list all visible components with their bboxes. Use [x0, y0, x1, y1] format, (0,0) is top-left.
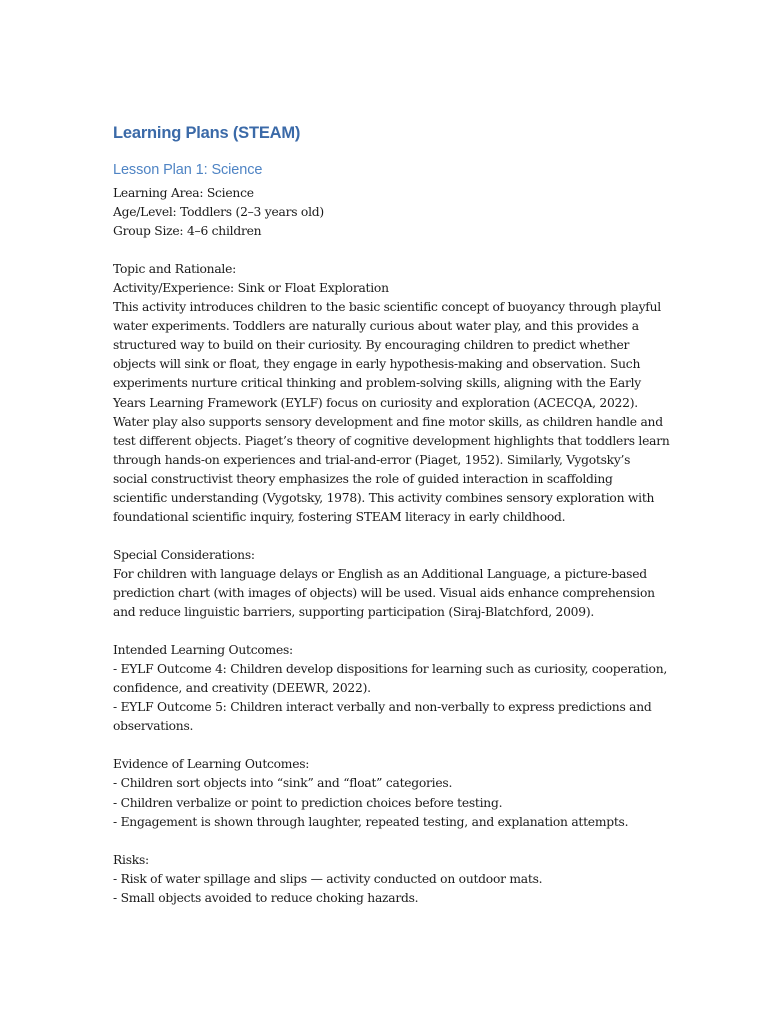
outcomes-line: confidence, and creativity (DEEWR, 2022). — [113, 681, 371, 696]
spacer — [113, 241, 673, 260]
special-line: prediction chart (with images of objects) will be used. Visual aids enhance comprehension — [113, 585, 655, 600]
spacer — [113, 736, 673, 755]
topic-line: scientific understanding (Vygotsky, 1978). This activity combines sensory exploration with — [113, 490, 655, 505]
outcomes-heading: Intended Learning Outcomes: — [113, 643, 293, 658]
topic-heading: Topic and Rationale: — [113, 262, 237, 277]
topic-line: Water play also supports sensory development and fine motor skills, as children handle and — [113, 414, 663, 429]
risks-line: - Small objects avoided to reduce choking hazards. — [113, 890, 419, 905]
info-group-size: Group Size: 4–6 children — [113, 224, 262, 239]
topic-line: structured way to build on their curiosity. By encouraging children to predict whether — [113, 338, 630, 353]
topic-activity: Activity/Experience: Sink or Float Exploration — [113, 281, 389, 296]
spacer — [113, 832, 673, 851]
document-body — [113, 184, 673, 908]
lesson-heading: Lesson Plan 1: Science — [113, 162, 263, 178]
document-title: Learning Plans (STEAM) — [113, 124, 301, 142]
evidence-line: - Children verbalize or point to prediction choices before testing. — [113, 795, 503, 810]
topic-line: This activity introduces children to the basic scientific concept of buoyancy through playful — [113, 300, 661, 315]
spacer — [113, 622, 673, 641]
info-age-level: Age/Level: Toddlers (2–3 years old) — [113, 205, 324, 220]
topic-line: social constructivist theory emphasizes the role of guided interaction in scaffolding — [113, 471, 613, 486]
topic-line: water experiments. Toddlers are naturally curious about water play, and this provides a — [113, 319, 639, 334]
special-line: and reduce linguistic barriers, supporting participation (Siraj-Blatchford, 2009). — [113, 605, 595, 620]
special-heading: Special Considerations: — [113, 547, 255, 562]
topic-line: Years Learning Framework (EYLF) focus on curiosity and exploration (ACECQA, 2022). — [113, 395, 638, 410]
evidence-heading: Evidence of Learning Outcomes: — [113, 757, 310, 772]
outcomes-line: observations. — [113, 719, 194, 734]
evidence-line: - Children sort objects into “sink” and “float” categories. — [113, 776, 453, 791]
info-learning-area: Learning Area: Science — [113, 186, 254, 200]
outcomes-line: - EYLF Outcome 5: Children interact verbally and non-verbally to express predictions and — [113, 700, 652, 715]
topic-line: test different objects. Piaget’s theory of cognitive development highlights that toddlers learn — [113, 433, 670, 448]
risks-heading: Risks: — [113, 852, 149, 867]
topic-line: foundational scientific inquiry, fostering STEAM literacy in early childhood. — [113, 509, 566, 524]
topic-line: objects will sink or float, they engage in early hypothesis-making and observation. Such — [113, 357, 641, 372]
topic-line: experiments nurture critical thinking and problem-solving skills, aligning with the Early — [113, 376, 641, 391]
outcomes-line: - EYLF Outcome 4: Children develop dispositions for learning such as curiosity, cooperation, — [113, 662, 668, 677]
risks-line: - Risk of water spillage and slips — activity conducted on outdoor mats. — [113, 871, 543, 886]
spacer — [113, 527, 673, 546]
evidence-line: - Engagement is shown through laughter, repeated testing, and explanation attempts. — [113, 814, 629, 829]
special-line: For children with language delays or English as an Additional Language, a picture-based — [113, 566, 647, 581]
topic-line: through hands-on experiences and trial-and-error (Piaget, 1952). Similarly, Vygotsky’s — [113, 452, 631, 467]
